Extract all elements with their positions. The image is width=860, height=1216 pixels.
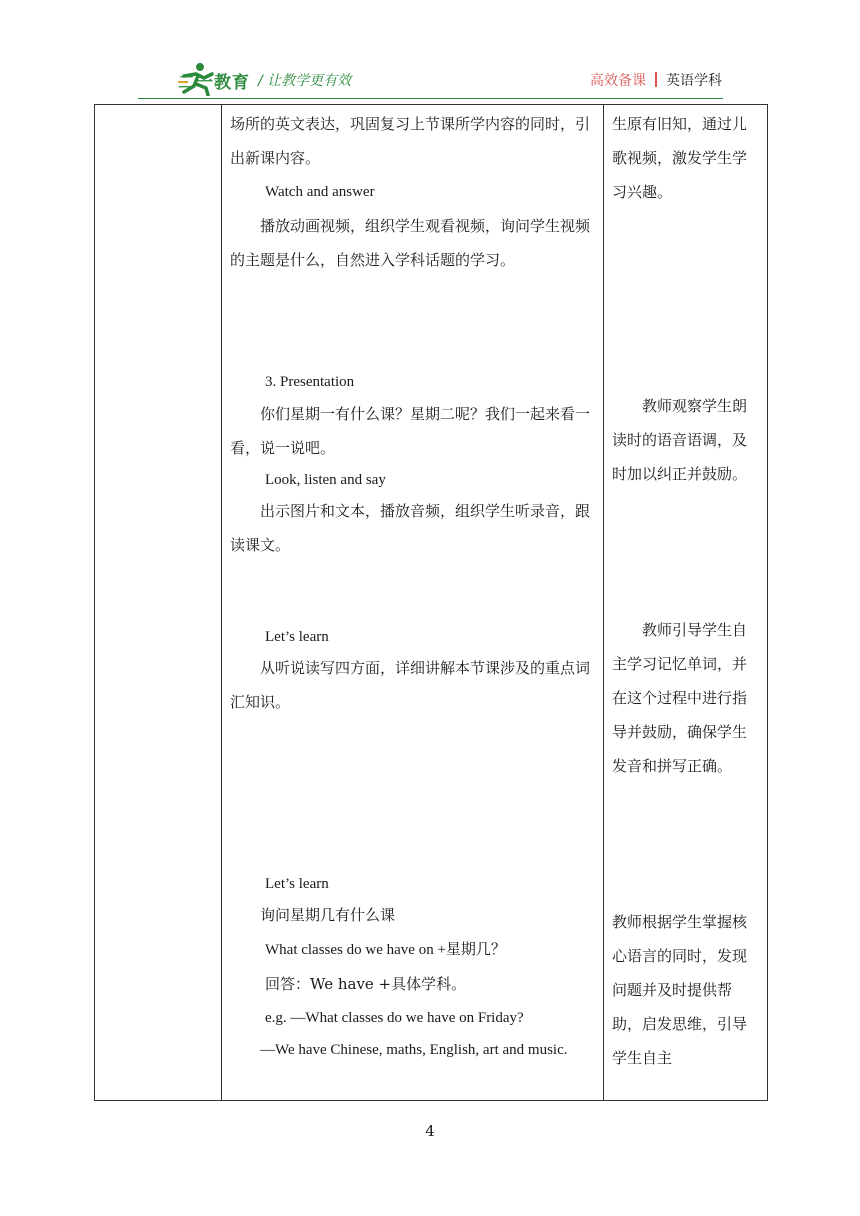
page-number: 4 bbox=[425, 1122, 435, 1140]
header-slogan: / 让教学更有效 bbox=[258, 73, 352, 89]
intent-text: 教师根据学生掌握核心语言的同时，发现问题并及时提供帮助，启发思维，引导学生自主 bbox=[612, 913, 748, 1067]
activity-text: 场所的英文表达，巩固复习上节课所学内容的同时，引出新课内容。 bbox=[230, 115, 591, 167]
activity-text: 出示图片和文本，播放音频，组织学生听录音，跟读课文。 bbox=[230, 502, 591, 554]
activity-heading: Watch and answer bbox=[265, 184, 375, 200]
activity-text: 从听说读写四方面，详细讲解本节课涉及的重点词汇知识。 bbox=[230, 659, 591, 711]
activity-text: 播放动画视频，组织学生观看视频，询问学生视频的主题是什么，自然进入学科话题的学习。 bbox=[230, 217, 591, 269]
intent-text: 教师观察学生朗读时的语音语调，及时加以纠正并鼓励。 bbox=[612, 397, 748, 483]
header-right bbox=[590, 70, 722, 90]
sentence-pattern: What classes do we have on +星期几？ bbox=[265, 942, 506, 958]
example-answer: —We have Chinese, maths, English, art and music. bbox=[260, 1042, 568, 1058]
header-tag-efficient: 高效备课 bbox=[590, 73, 646, 89]
answer-pattern: 回答：We have +具体学科。 bbox=[265, 975, 467, 993]
intent-text: 教师引导学生自主学习记忆单词，并在这个过程中进行指导并鼓励，确保学生发音和拼写正确。 bbox=[612, 621, 748, 775]
header-separator bbox=[655, 72, 657, 87]
table-cell-stage bbox=[95, 105, 222, 1101]
section-heading: 3. Presentation bbox=[265, 374, 355, 390]
activity-text: 你们星期一有什么课？星期二呢？我们一起来看一看，说一说吧。 bbox=[230, 405, 591, 457]
example-question: e.g. —What classes do we have on Friday? bbox=[265, 1010, 524, 1026]
table-row bbox=[95, 105, 768, 1101]
activity-heading: Let’s learn bbox=[265, 629, 329, 645]
activity-heading: Look, listen and say bbox=[265, 472, 386, 488]
header-rule bbox=[138, 98, 723, 99]
activity-heading: Let’s learn bbox=[265, 876, 329, 892]
table-cell-activities bbox=[222, 105, 604, 1101]
lesson-table bbox=[94, 104, 768, 1101]
header-subject: 英语学科 bbox=[666, 73, 722, 89]
logo-text: 二一教育 bbox=[178, 73, 250, 93]
intent-text: 生原有旧知，通过儿歌视频，激发学生学习兴趣。 bbox=[612, 115, 748, 201]
page-header bbox=[0, 0, 860, 104]
table-cell-intent bbox=[604, 105, 768, 1101]
activity-text: 询问星期几有什么课 bbox=[260, 906, 396, 924]
